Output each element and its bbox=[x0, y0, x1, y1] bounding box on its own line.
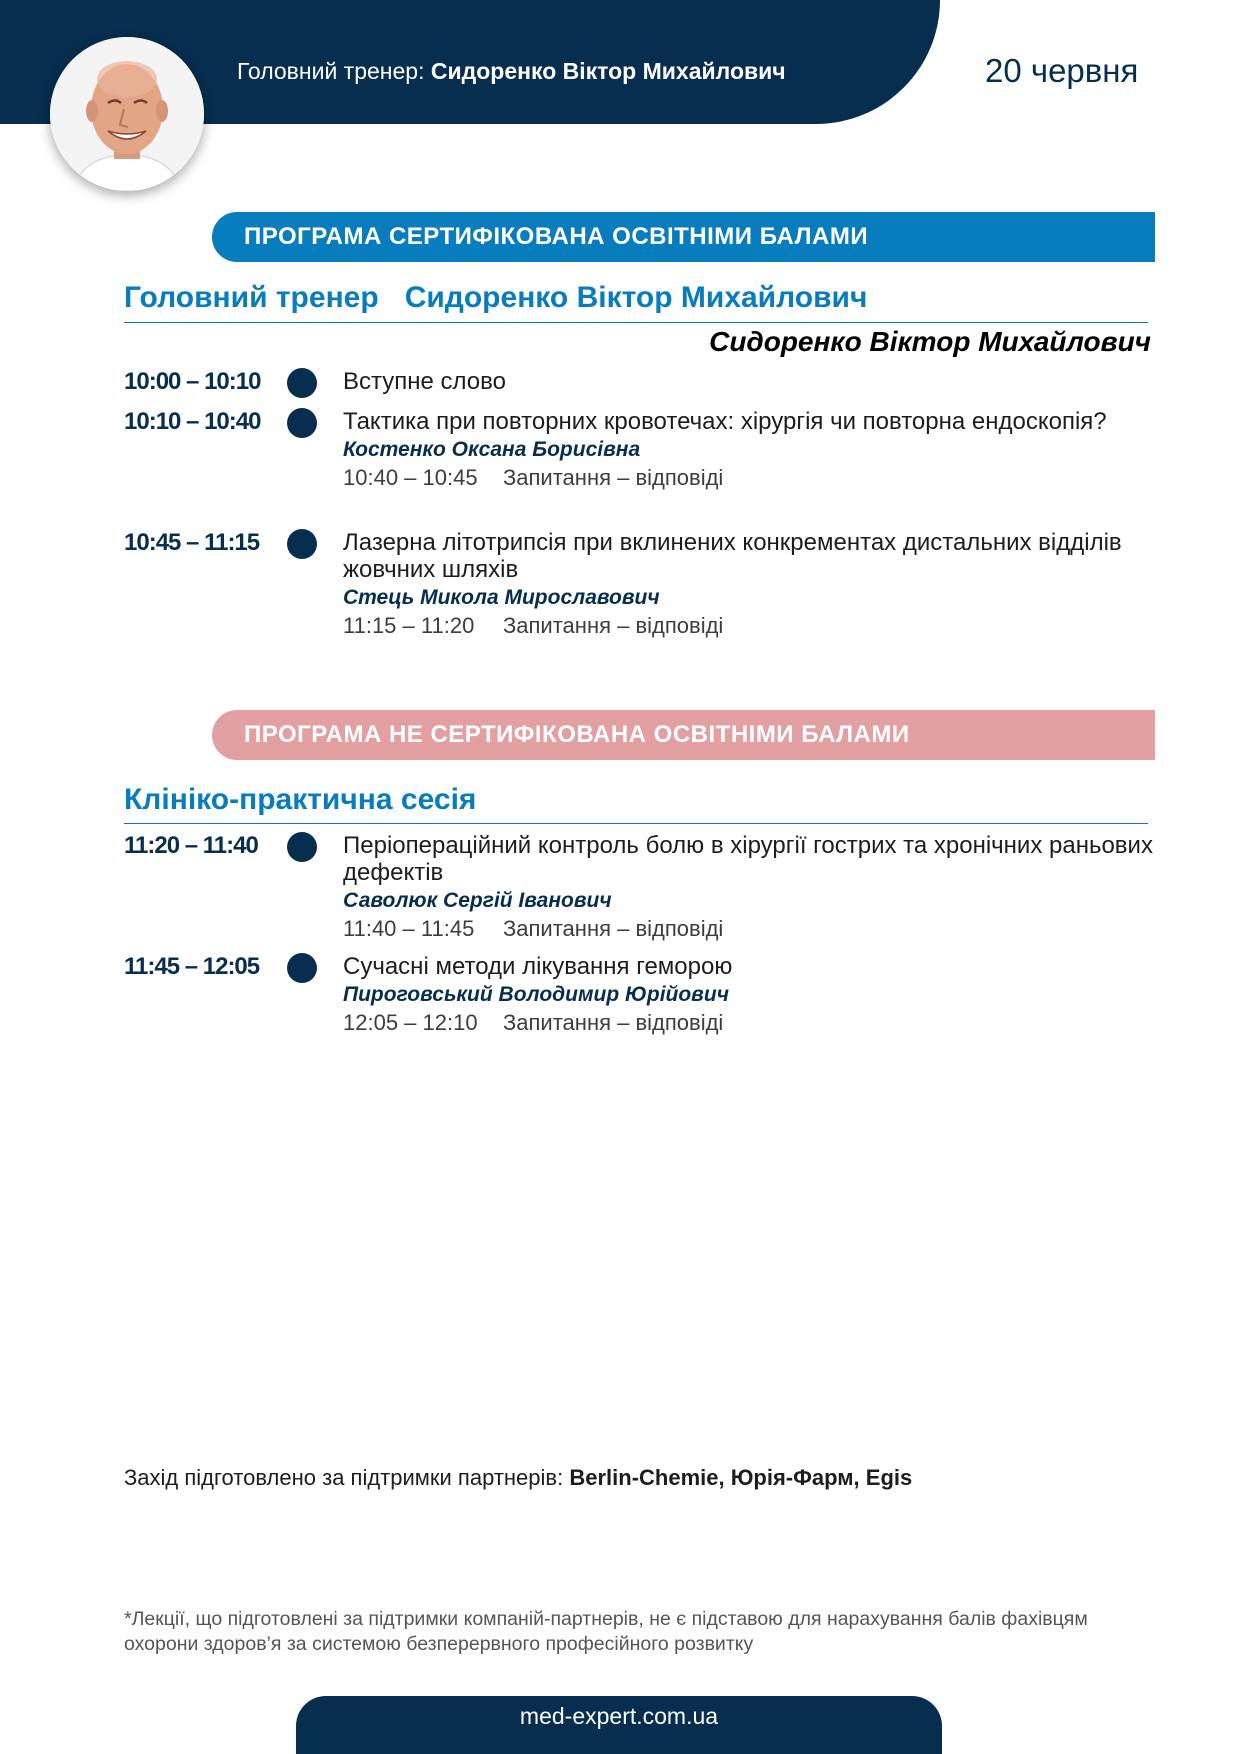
bullet-dot-icon bbox=[287, 953, 317, 983]
partners-line bbox=[124, 1465, 912, 1491]
section-trainer-name: Сидоренко Віктор Михайлович bbox=[404, 281, 868, 314]
bullet-dot-icon bbox=[287, 408, 317, 438]
agenda-title: Періопераційний контроль болю в хірургії гострих та хронічних раньових дефектів bbox=[343, 832, 1153, 886]
agenda-speaker: Пироговський Володимир Юрійович bbox=[343, 983, 729, 1006]
agenda-time: 10:10 – 10:40 bbox=[124, 408, 261, 435]
header-trainer bbox=[237, 58, 786, 85]
bullet-dot-icon bbox=[287, 368, 317, 398]
event-date: 20 червня bbox=[985, 52, 1139, 89]
qa-label: Запитання – відповіді bbox=[503, 1010, 724, 1035]
session-trainer: Сидоренко Віктор Михайлович bbox=[709, 326, 1151, 357]
agenda-time: 11:20 – 11:40 bbox=[124, 832, 258, 859]
agenda-title: Сучасні методи лікування геморою bbox=[343, 953, 733, 980]
section-title-main-trainer bbox=[124, 281, 867, 315]
qa-time: 11:15 – 11:20 bbox=[343, 613, 475, 638]
partners-names: Berlin-Chemie, Юрія-Фарм, Egis bbox=[569, 1465, 913, 1490]
section-divider bbox=[124, 823, 1148, 824]
agenda-speaker: Костенко Оксана Борисівна bbox=[343, 438, 641, 461]
header-trainer-name: Сидоренко Віктор Михайлович bbox=[430, 58, 786, 84]
noncertified-program-banner: ПРОГРАМА НЕ СЕРТИФІКОВАНА ОСВІТНІМИ БАЛАМИ bbox=[212, 710, 1155, 760]
qa-time: 10:40 – 10:45 bbox=[343, 465, 478, 490]
certified-program-banner: ПРОГРАМА СЕРТИФІКОВАНА ОСВІТНІМИ БАЛАМИ bbox=[212, 212, 1155, 262]
agenda-time: 10:45 – 11:15 bbox=[124, 529, 260, 556]
agenda-title: Тактика при повторних кровотечах: хірургія чи повторна ендоскопія? bbox=[343, 408, 1107, 435]
agenda-title: Вступне слово bbox=[343, 368, 506, 395]
section-label: Головний тренер bbox=[124, 281, 379, 314]
agenda-title: Лазерна літотрипсія при вклинених конкрементах дистальних відділів жовчних шляхів bbox=[343, 529, 1122, 583]
agenda-qa bbox=[343, 613, 1153, 639]
agenda-time: 10:00 – 10:10 bbox=[124, 368, 261, 395]
qa-label: Запитання – відповіді bbox=[503, 465, 724, 490]
bullet-dot-icon bbox=[287, 832, 317, 862]
qa-label: Запитання – відповіді bbox=[503, 613, 724, 638]
section-title-clinical-session: Клініко-практична сесія bbox=[124, 783, 477, 816]
footer-website-link[interactable]: med-expert.com.ua bbox=[296, 1696, 942, 1754]
qa-time: 12:05 – 12:10 bbox=[343, 1010, 478, 1035]
bullet-dot-icon bbox=[287, 529, 317, 559]
agenda-time: 11:45 – 12:05 bbox=[124, 953, 260, 980]
agenda-speaker: Саволюк Сергій Іванович bbox=[343, 889, 612, 912]
qa-time: 11:40 – 11:45 bbox=[343, 916, 475, 941]
section-divider bbox=[124, 322, 1148, 323]
trainer-photo bbox=[50, 37, 204, 191]
qa-label: Запитання – відповіді bbox=[503, 916, 724, 941]
header-trainer-prefix: Головний тренер: bbox=[237, 58, 425, 84]
agenda-qa bbox=[343, 465, 1153, 491]
agenda-qa bbox=[343, 916, 1153, 942]
footnote: *Лекції, що підготовлені за підтримки компаній-партнерів, не є підставою для нарахування балів фахівцям охорони здоров’я за системою безперервного професійного розвитку bbox=[124, 1608, 1088, 1655]
trainer-portrait-icon bbox=[50, 37, 204, 191]
agenda-speaker: Стець Микола Мирославович bbox=[343, 586, 660, 609]
partners-prefix: Захід підготовлено за підтримки партнерів: bbox=[124, 1465, 564, 1490]
agenda-qa bbox=[343, 1010, 1153, 1036]
